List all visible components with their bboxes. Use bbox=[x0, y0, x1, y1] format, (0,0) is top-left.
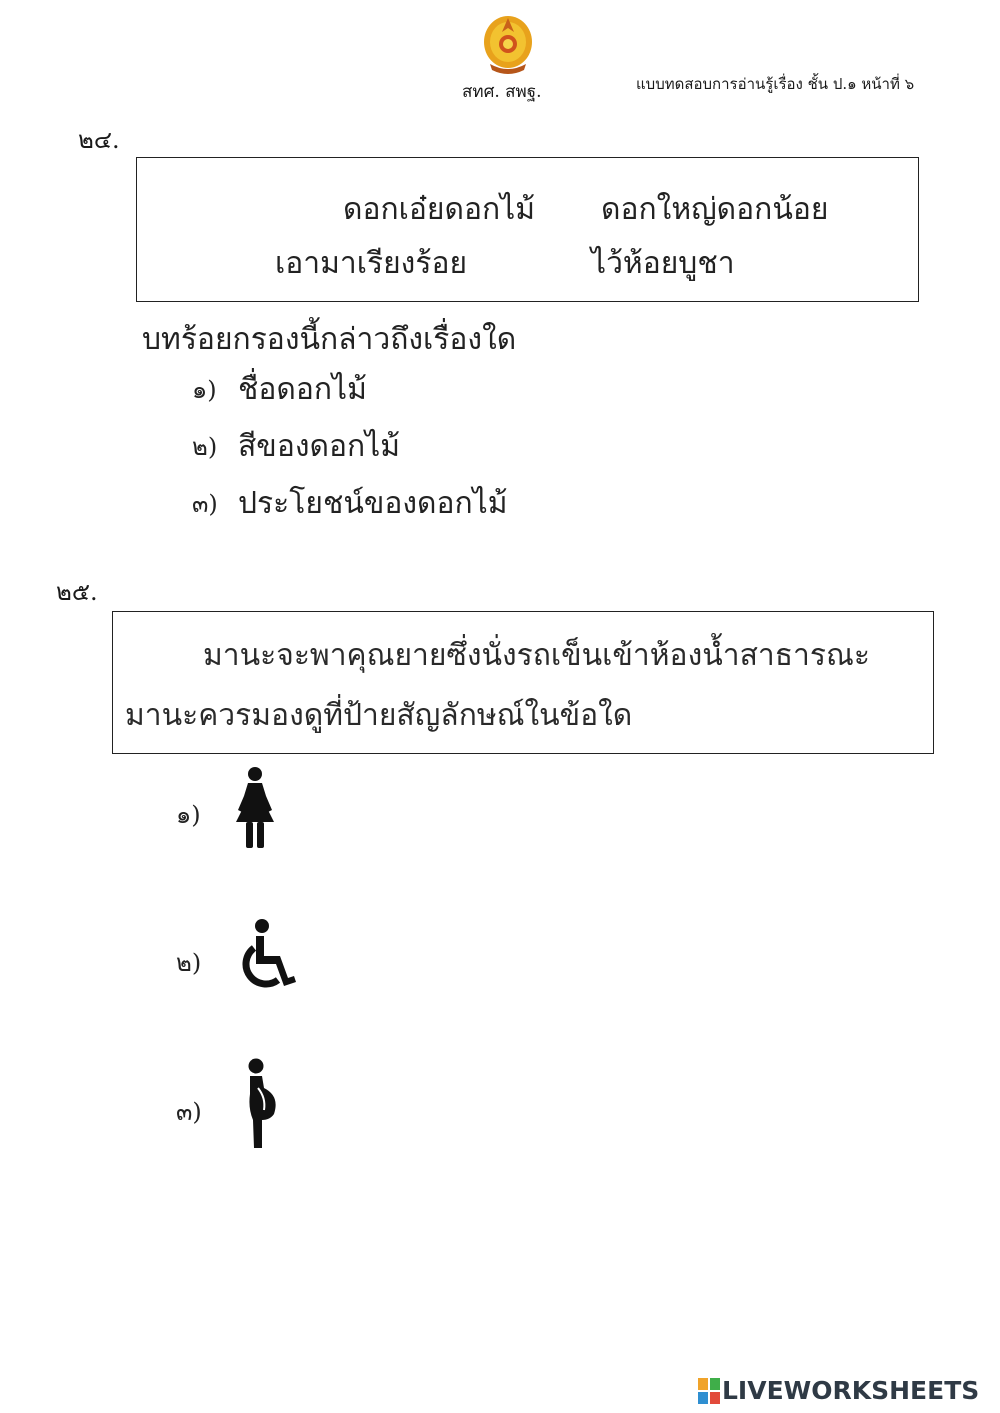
poem-line-1-second: ดอกใหญ่ดอกน้อย bbox=[601, 192, 829, 227]
question-24-poem-box bbox=[136, 157, 919, 302]
passage-line-2: มานะควรมองดูที่ป้ายสัญลักษณ์ในข้อใด bbox=[125, 698, 633, 733]
pregnant-woman-icon[interactable] bbox=[240, 1058, 280, 1150]
option-text: สีของดอกไม้ bbox=[238, 429, 401, 464]
poem-line-2-first: เอามาเรียงร้อย bbox=[275, 246, 468, 281]
option-text: ชื่อดอกไม้ bbox=[238, 372, 367, 407]
question-25-number: ๒๕. bbox=[56, 578, 98, 606]
poem-line-2-second: ไว้ห้อยบูชา bbox=[591, 246, 735, 281]
question-25-option-1-number[interactable]: ๑) bbox=[176, 801, 201, 829]
question-25-passage-box bbox=[112, 611, 934, 754]
question-24-prompt: บทร้อยกรองนี้กล่าวถึงเรื่องใด bbox=[142, 322, 517, 357]
question-24-number: ๒๔. bbox=[78, 126, 120, 154]
option-number: ๓) bbox=[192, 490, 218, 518]
question-25-option-3-number[interactable]: ๓) bbox=[176, 1098, 202, 1126]
passage-line-1: มานะจะพาคุณยายซึ่งนั่งรถเข็นเข้าห้องน้ำสาธารณะ bbox=[203, 638, 870, 673]
question-24-option-3[interactable] bbox=[192, 480, 508, 527]
woman-restroom-icon[interactable] bbox=[230, 766, 280, 850]
wheelchair-icon[interactable] bbox=[232, 918, 300, 996]
header-test-title: แบบทดสอบการอ่านรู้เรื่อง ชั้น ป.๑ หน้าที่ ๖ bbox=[636, 75, 915, 93]
question-24-option-2[interactable] bbox=[192, 423, 400, 470]
liveworksheets-brand bbox=[698, 1376, 979, 1405]
option-number: ๒) bbox=[192, 433, 218, 461]
question-24-option-1[interactable] bbox=[192, 366, 367, 413]
liveworksheets-wordmark: LIVEWORKSHEETS bbox=[722, 1376, 980, 1405]
liveworksheets-logo-icon bbox=[698, 1378, 720, 1404]
option-number: ๑) bbox=[192, 376, 217, 404]
question-25-option-2-number[interactable]: ๒) bbox=[176, 949, 202, 977]
poem-line-1-first: ดอกเอ๋ยดอกไม้ bbox=[343, 192, 536, 227]
header-organization: สทศ. สพฐ. bbox=[462, 82, 542, 102]
option-text: ประโยชน์ของดอกไม้ bbox=[238, 486, 508, 521]
ministry-emblem-logo bbox=[480, 12, 536, 76]
